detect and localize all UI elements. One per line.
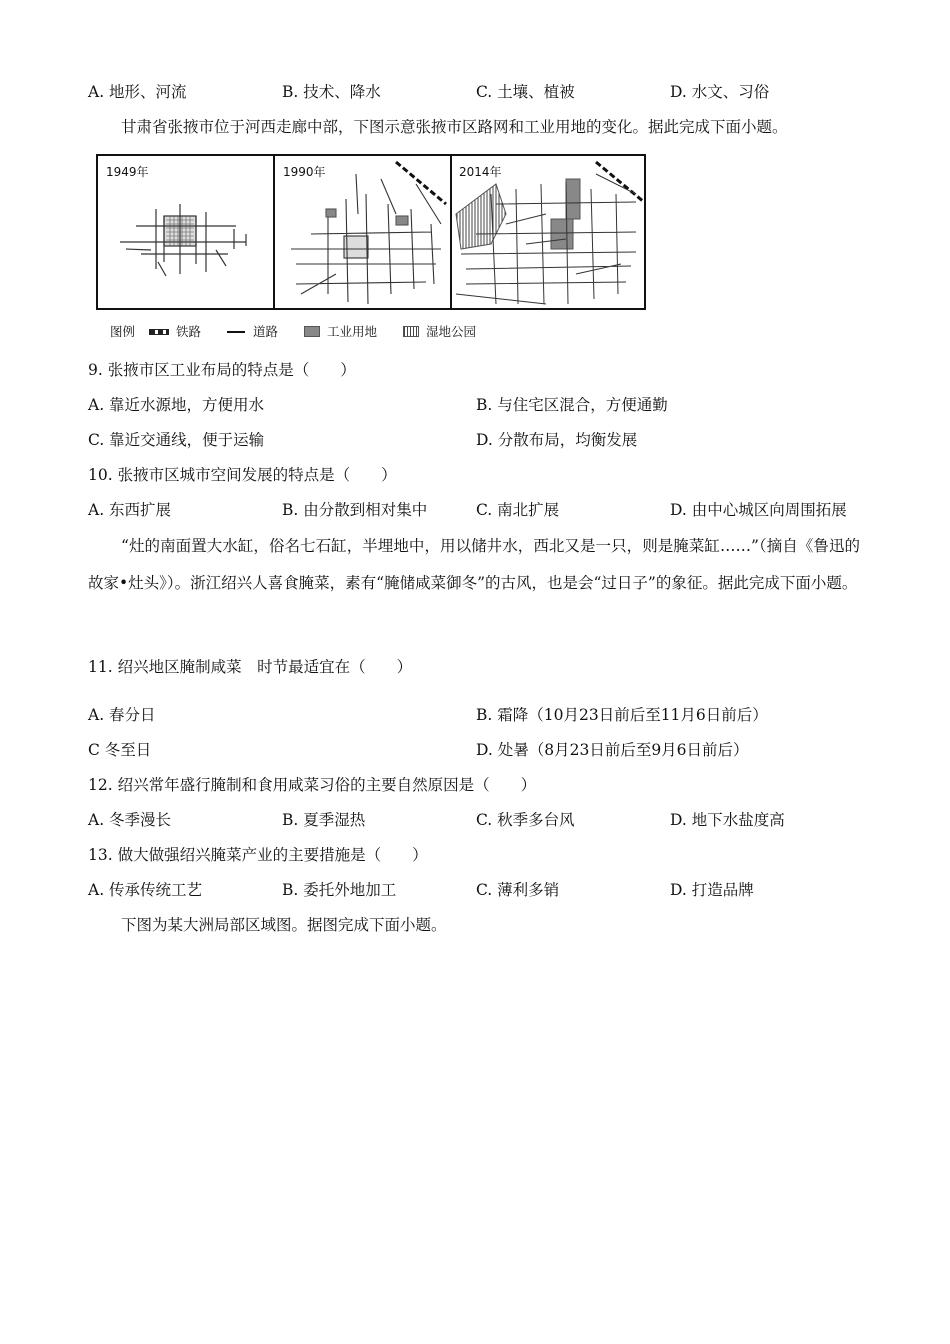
q12-stem: 12. 绍兴常年盛行腌制和食用咸菜习俗的主要自然原因是（ ） (88, 776, 537, 794)
q10-option-a: A. 东西扩展 (88, 501, 172, 519)
q9-stem: 9. 张掖市区工业布局的特点是（ ） (88, 361, 356, 379)
intro-shaoxing: “灶的南面置大水缸，俗名七石缸，半埋地中，用以储井水，西北又是一只，则是腌菜缸……”（摘自《鲁迅的故家•灶头》）。浙江绍兴人喜食腌菜，素有“腌储咸菜御冬”的古风，也是会“过日子”的象征。据此完成下面小题。 (88, 537, 860, 592)
legend-industrial: 工业用地 (326, 323, 377, 339)
prev-option-b: B. 技术、降水 (282, 83, 381, 101)
q12-option-d: D. 地下水盐度高 (670, 811, 785, 829)
q10-option-c: C. 南北扩展 (476, 501, 560, 519)
q11-option-a: A. 春分日 (88, 706, 156, 724)
q12-option-a: A. 冬季漫长 (88, 811, 172, 829)
q9-option-b: B. 与住宅区混合，方便通勤 (476, 396, 668, 414)
intro-continent-map: 下图为某大洲局部区域图。据图完成下面小题。 (121, 916, 447, 934)
q11-option-c: C 冬至日 (88, 741, 152, 759)
industrial-legend-icon (304, 326, 320, 337)
q9-option-c: C. 靠近交通线，便于运输 (88, 431, 265, 449)
q11-option-b: B. 霜降（10月23日前后至11月6日前后） (476, 706, 768, 724)
q12-option-c: C. 秋季多台风 (476, 811, 575, 829)
q10-stem: 10. 张掖市区城市空间发展的特点是（ ） (88, 466, 397, 484)
q10-option-b: B. 由分散到相对集中 (282, 501, 428, 519)
q13-option-c: C. 薄利多销 (476, 881, 560, 899)
legend-title: 图例 (110, 323, 136, 339)
q13-stem: 13. 做大做强绍兴腌菜产业的主要措施是（ ） (88, 846, 428, 864)
legend-wetland: 湿地公园 (425, 323, 476, 339)
q10-option-d: D. 由中心城区向周围拓展 (670, 501, 847, 519)
zhangye-road-map-figure (96, 154, 646, 310)
panel-2014-label: 2014年 (459, 165, 502, 179)
map-legend (110, 322, 476, 341)
q11-option-d: D. 处暑（8月23日前后至9月6日前后） (476, 741, 749, 759)
railway-legend-icon (149, 329, 169, 335)
q13-option-d: D. 打造品牌 (670, 881, 754, 899)
q13-option-b: B. 委托外地加工 (282, 881, 397, 899)
q11-stem: 11. 绍兴地区腌制咸菜 时节最适宜在（ ） (88, 658, 413, 676)
prev-option-a: A. 地形、河流 (88, 83, 187, 101)
q9-option-d: D. 分散布局，均衡发展 (476, 431, 638, 449)
prev-option-c: C. 土壤、植被 (476, 83, 575, 101)
q12-option-b: B. 夏季湿热 (282, 811, 366, 829)
panel-1990-label: 1990年 (283, 165, 326, 179)
legend-rail: 铁路 (175, 323, 201, 339)
legend-road: 道路 (252, 323, 278, 339)
prev-option-d: D. 水文、习俗 (670, 83, 770, 101)
intro-zhangye: 甘肃省张掖市位于河西走廊中部，下图示意张掖市区路网和工业用地的变化。据此完成下面小题。 (121, 118, 788, 136)
road-legend-icon (227, 331, 245, 333)
panel-1949-label: 1949年 (106, 165, 149, 179)
wetland-legend-icon (403, 326, 419, 337)
q13-option-a: A. 传承传统工艺 (88, 881, 203, 899)
q9-option-a: A. 靠近水源地，方便用水 (88, 396, 265, 414)
